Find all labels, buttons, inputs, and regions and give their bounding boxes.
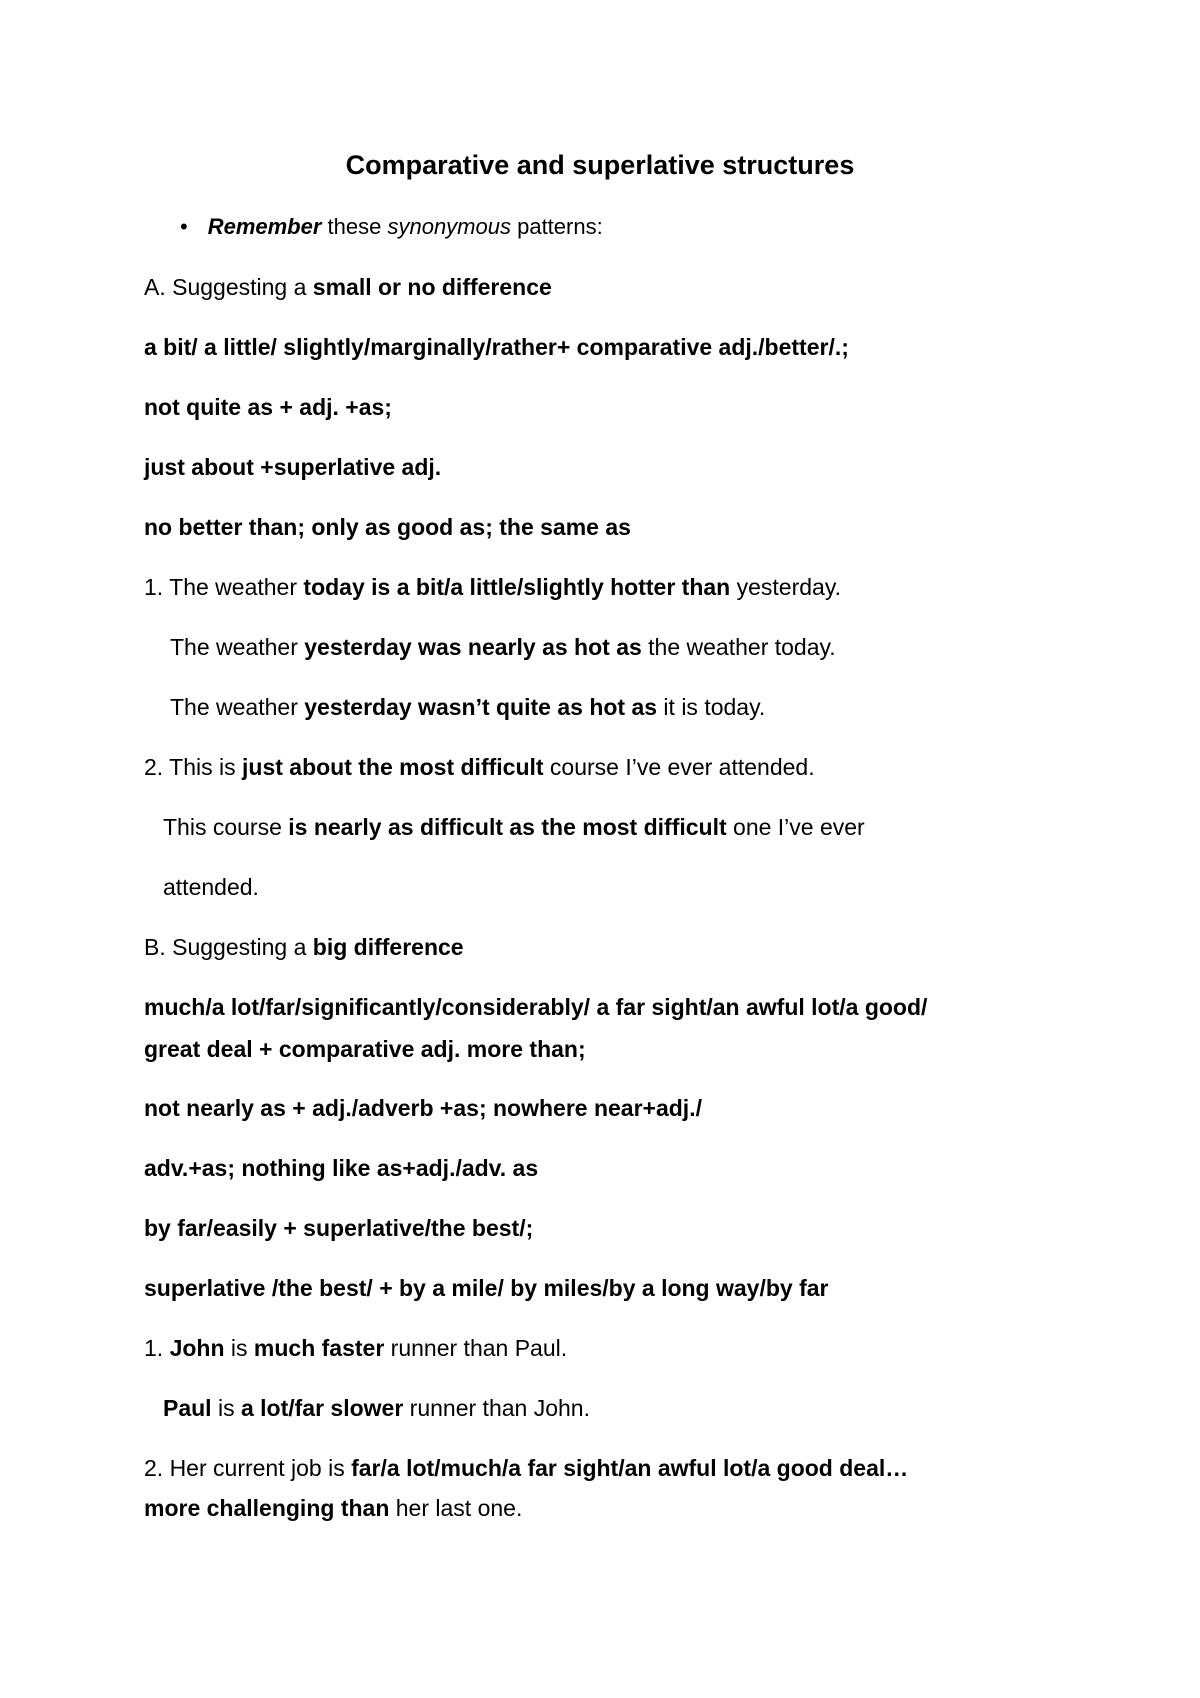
bullet-text-remember: Remember [207,214,322,239]
section-b-heading-bold: big difference [312,934,464,960]
section-a-pattern-4-text: no better than; only as good as; the same as [144,514,631,540]
text-segment-bold: yesterday was nearly as hot as [304,634,642,660]
section-b-pattern-1a-text: much/a lot/far/significantly/considerably/ a far sight/an awful lot/a good/ [144,994,928,1020]
section-b-example-2-line-2 [144,1493,522,1523]
bullet-text-patterns: patterns: [510,214,603,239]
text-segment: This course [163,814,289,840]
section-a-heading-bold: small or no difference [312,274,552,300]
bullet-line [180,212,603,242]
text-segment: attended. [163,874,259,900]
text-segment-bold: much faster [253,1335,385,1361]
section-b-pattern-5 [144,1273,829,1303]
text-segment: her last one. [389,1495,523,1521]
text-segment-bold: just about the most difficult [242,754,544,780]
section-a-pattern-3 [144,452,441,482]
bullet-text-these: these [321,214,388,239]
text-segment-bold: more challenging than [144,1495,390,1521]
section-a-example-2-line-2 [163,812,865,842]
section-a-pattern-4 [144,512,631,542]
text-segment: it is today. [657,694,766,720]
text-segment-bold: today is a bit/a little/slightly hotter than [303,574,731,600]
text-segment: one I’ve ever [726,814,865,840]
text-segment: 2. Her current job is [144,1455,352,1481]
section-b-heading-plain: B. Suggesting a [144,934,313,960]
text-segment-bold: is nearly as difficult as the most difficult [288,814,727,840]
section-b-pattern-3-text: adv.+as; nothing like as+adj./adv. as [144,1155,539,1181]
text-segment: is [224,1335,254,1361]
section-b-pattern-2 [144,1093,702,1123]
section-b-example-2-line-1 [144,1453,908,1483]
page-title: Comparative and superlative structures [345,150,855,180]
section-a-example-1-line-1 [144,572,841,602]
text-segment: 2. This is [144,754,242,780]
section-b-pattern-4 [144,1213,533,1243]
section-a-heading-plain: A. Suggesting a [144,274,313,300]
text-segment: The weather [170,694,305,720]
section-a-example-1-line-3 [170,692,765,722]
section-b-pattern-3 [144,1153,538,1183]
section-b-pattern-1b-text: great deal + comparative adj. more than; [144,1036,586,1062]
text-segment: runner than Paul. [384,1335,568,1361]
section-a-example-2-line-1 [144,752,815,782]
section-b-pattern-2-text: not nearly as + adj./adverb +as; nowhere near+adj./ [144,1095,702,1121]
text-segment: 1. [144,1335,170,1361]
text-segment: yesterday. [730,574,842,600]
text-segment: The weather [170,634,305,660]
section-b-pattern-1-line-1 [144,992,927,1022]
section-a-pattern-2 [144,392,392,422]
text-segment-bold: John [169,1335,225,1361]
section-a-example-2-line-3 [163,872,259,902]
bullet-symbol: • [180,214,188,239]
section-b-heading [144,932,464,962]
section-b-example-1-line-2 [163,1393,590,1423]
section-a-example-1-line-2 [170,632,836,662]
text-segment: the weather today. [641,634,836,660]
text-segment: is [211,1395,241,1421]
section-a-pattern-2-text: not quite as + adj. +as; [144,394,392,420]
text-segment-bold: yesterday wasn’t quite as hot as [304,694,658,720]
section-b-pattern-1-line-2 [144,1034,586,1064]
text-segment: runner than John. [403,1395,590,1421]
text-segment-bold: Paul [163,1395,212,1421]
section-a-heading [144,272,552,302]
section-a-pattern-1-text: a bit/ a little/ slightly/marginally/rather+ comparative adj./better/.; [144,334,849,360]
text-segment-bold: a lot/far slower [240,1395,404,1421]
text-segment: 1. The weather [144,574,304,600]
text-segment-bold: far/a lot/much/a far sight/an awful lot/a good deal… [351,1455,909,1481]
bullet-text-synonymous: synonymous [387,214,511,239]
section-a-pattern-3-text: just about +superlative adj. [144,454,442,480]
section-a-pattern-1 [144,332,849,362]
text-segment: course I’ve ever attended. [543,754,815,780]
section-b-pattern-5-text: superlative /the best/ + by a mile/ by miles/by a long way/by far [144,1275,829,1301]
section-b-example-1-line-1 [144,1333,567,1363]
section-b-pattern-4-text: by far/easily + superlative/the best/; [144,1215,534,1241]
